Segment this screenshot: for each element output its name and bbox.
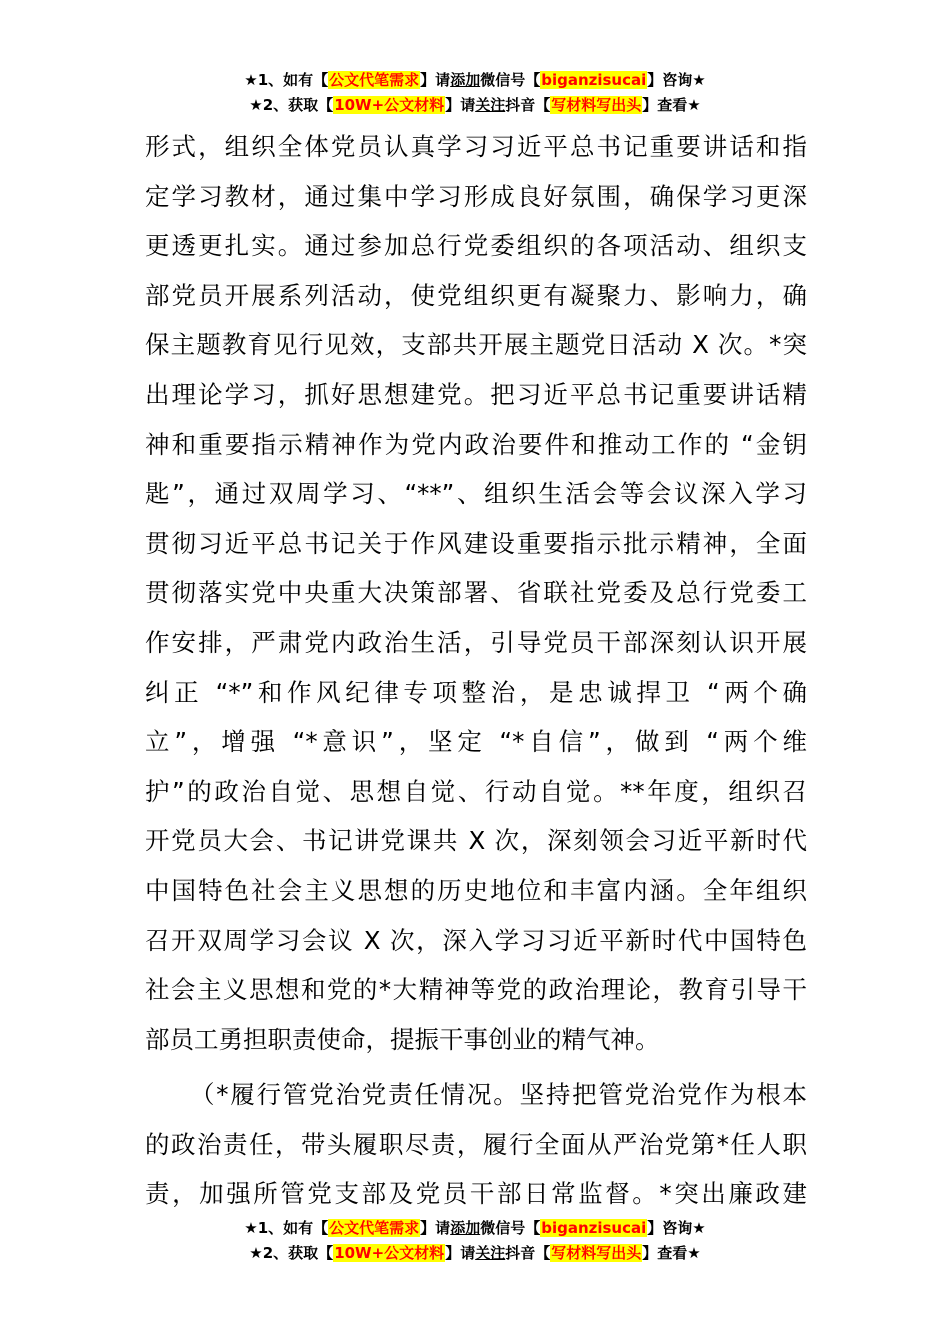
text-line: 部党员开展系列活动，使党组织更有凝聚力、影响力，确 (145, 280, 807, 310)
banner-highlight: 写材料写出头 (551, 1244, 642, 1262)
text-line: 定学习教材，通过集中学习形成良好氛围，确保学习更深 (145, 181, 807, 211)
text-line: 开党员大会、书记讲党课共 X 次，深刻领会习近平新时代 (145, 826, 807, 856)
banner-highlight: 公文代笔需求 (329, 1219, 420, 1237)
banner-text: 】请 (445, 1244, 476, 1262)
document-body (145, 122, 807, 1219)
banner-text: 抖音【 (505, 96, 551, 114)
banner-text: 微信号【 (480, 1219, 541, 1237)
banner-text: ★2、获取【 (249, 1244, 334, 1262)
banner-underlined: 添加 (450, 1219, 481, 1237)
paragraph-2 (145, 1070, 807, 1219)
banner-text: ★2、获取【 (249, 96, 334, 114)
banner-highlight: 10W+公文材料 (334, 1244, 445, 1262)
top-banner (0, 68, 950, 118)
banner-underlined: 关注 (475, 96, 506, 114)
text-line: 护”的政治自觉、思想自觉、行动自觉。**年度，组织召 (145, 776, 807, 806)
banner-text: 抖音【 (505, 1244, 551, 1262)
text-line: 匙”，通过双周学习、“**”、组织生活会等会议深入学习 (145, 479, 807, 509)
banner-underlined: 关注 (475, 1244, 506, 1262)
banner-text: 】请 (445, 96, 476, 114)
text-line: 中国特色社会主义思想的历史地位和丰富内涵。全年组织 (145, 875, 807, 905)
text-line: 部员工勇担职责使命，提振干事创业的精气神。 (145, 1024, 660, 1054)
banner-highlight: biganzisucai (541, 1219, 647, 1237)
banner-text: 】查看★ (642, 1244, 701, 1262)
text-line: 的政治责任，带头履职尽责，履行全面从严治党第*任人职 (145, 1129, 807, 1159)
banner-underlined: 添加 (450, 71, 481, 89)
text-line: 出理论学习，抓好思想建党。把习近平总书记重要讲话精 (145, 379, 807, 409)
text-line: 更透更扎实。通过参加总行党委组织的各项活动、组织支 (145, 231, 807, 261)
text-line: 纠正 “*”和作风纪律专项整治，是忠诚捍卫 “两个确 (145, 677, 807, 707)
banner-line-2 (0, 1241, 950, 1266)
banner-line-1 (0, 1216, 950, 1241)
text-line: 立”，增强 “*意识”，坚定 “*自信”，做到 “两个维 (145, 727, 807, 757)
banner-line-2 (0, 93, 950, 118)
text-line: 形式，组织全体党员认真学习习近平总书记重要讲话和指 (145, 132, 807, 161)
banner-highlight: 写材料写出头 (551, 96, 642, 114)
banner-text: 微信号【 (480, 71, 541, 89)
text-line: 神和重要指示精神作为党内政治要件和推动工作的 “金钥 (145, 429, 807, 459)
text-line: （*履行管党治党责任情况。坚持把管党治党作为根本 (190, 1080, 807, 1110)
text-line: 贯彻习近平总书记关于作风建设重要指示批示精神，全面 (145, 528, 807, 558)
text-line: 责，加强所管党支部及党员干部日常监督。*突出廉政建 (145, 1179, 807, 1209)
text-line: 保主题教育见行见效，支部共开展主题党日活动 X 次。*突 (145, 330, 807, 360)
text-line: 作安排，严肃党内政治生活，引导党员干部深刻认识开展 (145, 627, 807, 657)
text-line: 贯彻落实党中央重大决策部署、省联社党委及总行党委工 (145, 578, 807, 608)
banner-highlight: 公文代笔需求 (329, 71, 420, 89)
banner-highlight: biganzisucai (541, 71, 647, 89)
banner-text: 】查看★ (642, 96, 701, 114)
text-line: 社会主义思想和党的*大精神等党的政治理论，教育引导干 (145, 975, 807, 1005)
banner-text: 】咨询★ (647, 71, 706, 89)
banner-text: 】请 (420, 1219, 451, 1237)
banner-line-1 (0, 68, 950, 93)
banner-text: ★1、如有【 (244, 1219, 329, 1237)
banner-text: ★1、如有【 (244, 71, 329, 89)
banner-highlight: 10W+公文材料 (334, 96, 445, 114)
text-line: 召开双周学习会议 X 次，深入学习习近平新时代中国特色 (145, 925, 807, 955)
bottom-banner (0, 1216, 950, 1266)
banner-text: 】咨询★ (647, 1219, 706, 1237)
banner-text: 】请 (420, 71, 451, 89)
paragraph-1 (145, 122, 807, 1064)
